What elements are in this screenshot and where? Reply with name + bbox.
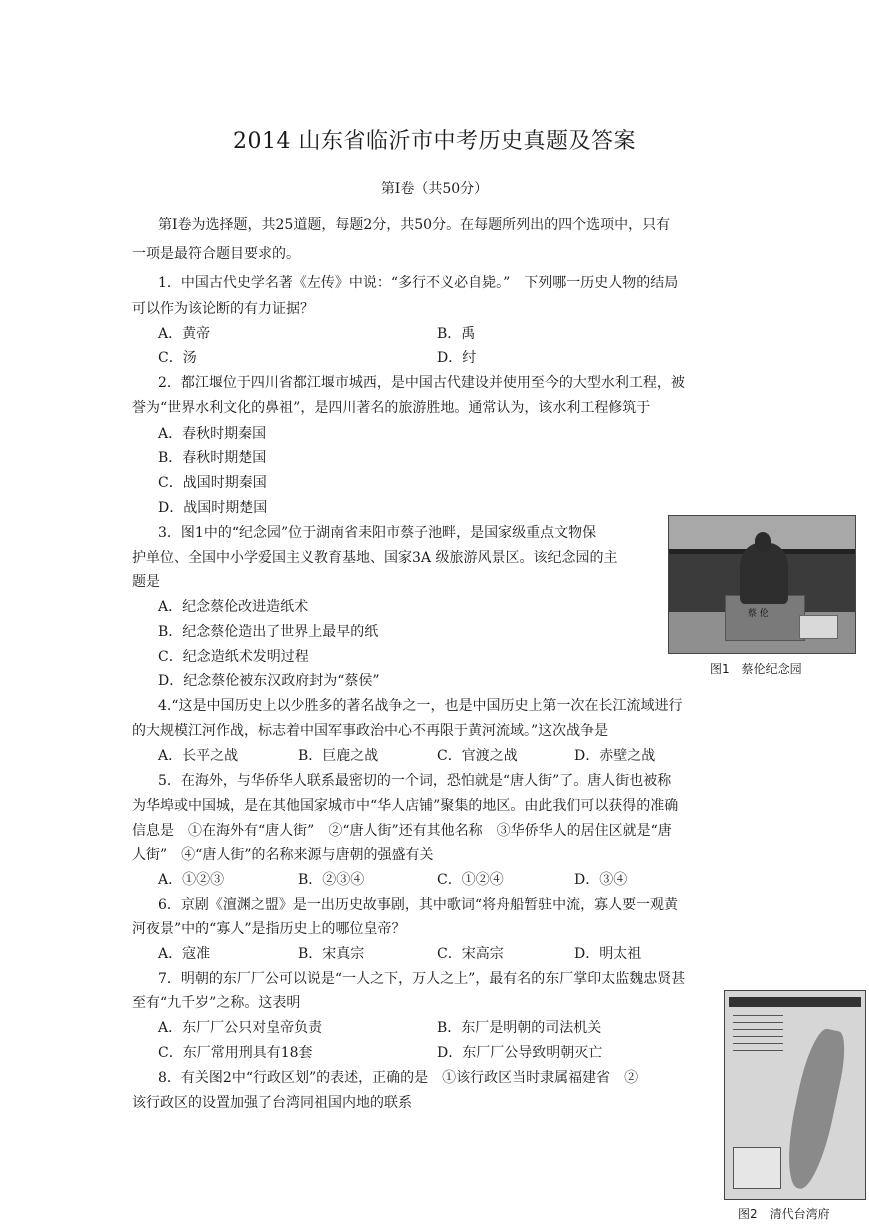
- question-4: 4.“这是中国历史上以少胜多的著名战争之一，也是中国历史上第一次在长江流域进行: [158, 698, 683, 714]
- q4-option-c: C．官渡之战: [437, 748, 518, 764]
- q4-option-b: B．巨鹿之战: [298, 748, 379, 764]
- page-title: 2014 山东省临沂市中考历史真题及答案: [233, 129, 636, 154]
- question-3-cont: 题是: [132, 574, 160, 590]
- question-7-cont: 至有“九千岁”之称。这表明: [132, 995, 301, 1011]
- q5-option-a: A．①②③: [158, 872, 225, 888]
- statue-plaque: 蔡 伦: [747, 609, 769, 620]
- question-2: 2．都江堰位于四川省都江堰市城西，是中国古代建设并使用至今的大型水利工程，被: [158, 375, 685, 391]
- q5-option-b: B．②③④: [298, 872, 365, 888]
- taiwan-island-shape: [779, 1026, 851, 1193]
- figure-1-caption: 图1 蔡伦纪念园: [710, 662, 802, 676]
- q4-option-a: A．长平之战: [158, 748, 239, 764]
- map-legend: [733, 1147, 781, 1189]
- q3-option-d: D．纪念蔡伦被东汉政府封为“蔡侯”: [158, 673, 380, 689]
- q6-option-a: A．寇准: [158, 946, 211, 962]
- q1-option-b: B．禹: [437, 326, 476, 342]
- q4-option-d: D．赤壁之战: [574, 748, 656, 764]
- q6-option-c: C．宋高宗: [437, 946, 504, 962]
- question-4-cont: 的大规模江河作战，标志着中国军事政治中心不再限于黄河流域。”这次战争是: [132, 723, 609, 739]
- q2-option-a: A．春秋时期秦国: [158, 426, 267, 442]
- question-6: 6．京剧《澶渊之盟》是一出历史故事剧，其中歌词“将舟船暂驻中流，寡人要一观黄: [158, 897, 679, 913]
- q7-option-c: C．东厂常用刑具有18套: [158, 1045, 313, 1061]
- figure-2-caption: 图2 清代台湾府: [738, 1207, 830, 1221]
- q7-option-b: B．东厂是明朝的司法机关: [437, 1020, 602, 1036]
- q1-option-a: A．黄帝: [158, 326, 211, 342]
- question-1: 1．中国古代史学名著《左传》中说：“多行不义必自毙。” 下列哪一历史人物的结局: [158, 275, 679, 291]
- question-8-cont: 该行政区的设置加强了台湾同祖国内地的联系: [132, 1095, 412, 1111]
- q2-option-c: C．战国时期秦国: [158, 475, 267, 491]
- q3-option-a: A．纪念蔡伦改进造纸术: [158, 599, 309, 615]
- question-3-cont: 护单位、全国中小学爱国主义教育基地、国家3A 级旅游风景区。该纪念园的主: [132, 550, 618, 566]
- statue-figure: [740, 543, 788, 603]
- q3-option-c: C．纪念造纸术发明过程: [158, 649, 309, 665]
- q7-option-a: A．东厂厂公只对皇帝负责: [158, 1020, 323, 1036]
- q2-option-b: B．春秋时期楚国: [158, 450, 267, 466]
- q1-option-c: C．汤: [158, 350, 197, 366]
- question-5-cont: 为华埠或中国城，是在其他国家城市中“华人店铺”聚集的地区。由此我们可以获得的准确: [132, 798, 679, 814]
- question-7: 7．明朝的东厂厂公可以说是“一人之下，万人之上”，最有名的东厂掌印太监魏忠贤甚: [158, 971, 686, 987]
- q2-option-d: D．战国时期楚国: [158, 500, 268, 516]
- question-2-cont: 誉为“世界水利文化的鼻祖”，是四川著名的旅游胜地。通常认为，该水利工程修筑于: [132, 400, 651, 416]
- section-subtitle: 第Ⅰ卷（共50分）: [380, 181, 489, 197]
- intro-line: 第Ⅰ卷为选择题，共25道题，每题2分，共50分。在每题所列出的四个选项中，只有: [158, 217, 671, 233]
- question-5-cont: 信息是 ①在海外有“唐人街” ②“唐人街”还有其他名称 ③华侨华人的居住区就是“唐: [132, 823, 672, 839]
- q5-option-d: D．③④: [574, 872, 628, 888]
- info-sign: [799, 615, 838, 639]
- q3-option-b: B．纪念蔡伦造出了世界上最早的纸: [158, 624, 379, 640]
- q6-option-b: B．宋真宗: [298, 946, 365, 962]
- question-5-cont: 人街” ④“唐人街”的名称来源与唐朝的强盛有关: [132, 847, 434, 863]
- question-5: 5．在海外，与华侨华人联系最密切的一个词，恐怕就是“唐人街”了。唐人街也被称: [158, 773, 672, 789]
- q6-option-d: D．明太祖: [574, 946, 642, 962]
- q5-option-c: C．①②④: [437, 872, 504, 888]
- figure-1-photo: [668, 515, 856, 654]
- q1-option-d: D．纣: [437, 350, 477, 366]
- question-3: 3．图1中的“纪念园”位于湖南省耒阳市蔡子池畔，是国家级重点文物保: [158, 525, 597, 541]
- question-8: 8．有关图2中“行政区划”的表述，正确的是 ①该行政区当时隶属福建省 ②: [158, 1070, 639, 1086]
- figure-2-map: [724, 990, 866, 1200]
- question-1-cont: 可以作为该论断的有力证据？: [132, 301, 314, 317]
- intro-line: 一项是最符合题目要求的。: [132, 246, 300, 262]
- q7-option-d: D．东厂厂公导致明朝灭亡: [437, 1045, 603, 1061]
- question-6-cont: 河夜景”中的“寡人”是指历史上的哪位皇帝？: [132, 921, 406, 937]
